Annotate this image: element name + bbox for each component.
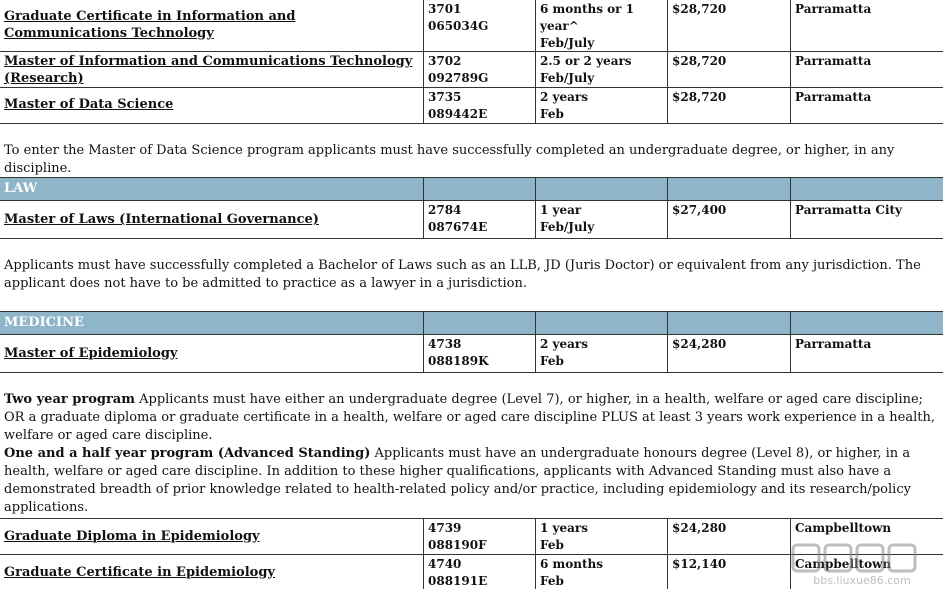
campus: Parramatta City (795, 203, 903, 217)
code-cell (424, 555, 536, 589)
course-code: 3702 (428, 54, 462, 68)
cricos-code: 088189K (428, 354, 489, 368)
watermark-logo (787, 543, 937, 587)
cricos-code: 089442E (428, 107, 488, 121)
code-cell (424, 52, 536, 87)
program-variant-label: Two year program (4, 392, 135, 407)
section-cell (424, 178, 536, 200)
section-label: LAW (4, 181, 38, 196)
intake-line: Feb/July (540, 220, 595, 234)
duration-line: 2 years (540, 90, 588, 104)
campus-cell (791, 335, 943, 372)
program-link[interactable]: Graduate Diploma in Epidemiology (4, 529, 260, 544)
duration-cell (536, 0, 668, 51)
section-cell (424, 312, 536, 334)
table-row (0, 52, 943, 88)
intake-line: Feb (540, 354, 564, 368)
campus: Parramatta (795, 337, 872, 351)
course-code: 3701 (428, 2, 462, 16)
fee: $28,720 (672, 2, 727, 16)
intake-line: Feb/July (540, 71, 595, 85)
course-code: 4738 (428, 337, 462, 351)
duration-line: 2.5 or 2 years (540, 54, 632, 68)
fee-cell (668, 201, 791, 238)
duration-cell (536, 201, 668, 238)
cricos-code: 088190F (428, 538, 487, 552)
section-cell (791, 178, 943, 200)
program-cell (0, 555, 424, 589)
program-link[interactable]: Graduate Certificate in Information and Communications Technology (4, 9, 296, 41)
campus: Parramatta (795, 2, 872, 16)
program-link[interactable]: Master of Laws (International Governance) (4, 212, 319, 227)
duration-cell (536, 88, 668, 123)
table-row (0, 0, 943, 52)
program-cell (0, 201, 424, 238)
code-cell (424, 88, 536, 123)
cricos-code: 087674E (428, 220, 488, 234)
course-code: 4739 (428, 521, 462, 535)
program-cell (0, 88, 424, 123)
fee-cell (668, 88, 791, 123)
section-label-cell (0, 178, 424, 200)
code-cell (424, 335, 536, 372)
section-cell (536, 312, 668, 334)
program-link[interactable]: Graduate Certificate in Epidemiology (4, 565, 275, 580)
fee: $27,400 (672, 203, 727, 217)
campus-cell (791, 201, 943, 238)
campus: Campbelltown (795, 557, 892, 571)
fee-cell (668, 335, 791, 372)
section-cell (668, 312, 791, 334)
section-cell (536, 178, 668, 200)
duration-line: year^ (540, 19, 579, 33)
watermark-text: bbs.liuxue86.com (813, 574, 911, 587)
code-cell (424, 201, 536, 238)
duration-cell (536, 519, 668, 554)
duration-line: 6 months (540, 557, 603, 571)
duration-cell (536, 52, 668, 87)
campus-cell (791, 52, 943, 87)
campus: Parramatta (795, 54, 872, 68)
course-code: 2784 (428, 203, 462, 217)
program-cell (0, 0, 424, 51)
cricos-code: 092789G (428, 71, 489, 85)
entry-requirements-note: Applicants must have successfully completed a Bachelor of Laws such as an LLB, JD (Juris Doctor) or equivalent from any jurisdiction. The applicant does not have to be admitted to practice as a lawyer in a jurisdiction. (4, 258, 921, 291)
two-year-paragraph (4, 391, 935, 445)
watermark-logo-icon (787, 543, 937, 587)
fee: $28,720 (672, 54, 727, 68)
intake-line: Feb/July (540, 36, 595, 50)
section-cell (791, 312, 943, 334)
fee-cell (668, 0, 791, 51)
section-header-law (0, 177, 943, 201)
program-variant-label: One and a half year program (Advanced Standing) (4, 446, 371, 461)
program-link[interactable]: Master of Data Science (4, 97, 174, 112)
section-header-medicine (0, 311, 943, 335)
fee: $24,280 (672, 521, 727, 535)
fee-cell (668, 519, 791, 554)
duration-line: 1 years (540, 521, 588, 535)
intake-line: Feb (540, 574, 564, 588)
duration-line: 6 months or 1 (540, 2, 635, 16)
campus: Parramatta (795, 90, 872, 104)
duration-line: 1 year (540, 203, 582, 217)
intake-line: Feb (540, 538, 564, 552)
fee-cell (668, 52, 791, 87)
duration-cell (536, 555, 668, 589)
entry-requirements-note: To enter the Master of Data Science program applicants must have successfully completed an undergraduate degree, or higher, in any discipline. (4, 143, 895, 176)
campus-cell (791, 0, 943, 51)
duration-line: 2 years (540, 337, 588, 351)
table-row (0, 201, 943, 239)
cricos-code: 065034G (428, 19, 489, 33)
campus-cell (791, 88, 943, 123)
fee: $24,280 (672, 337, 727, 351)
code-cell (424, 519, 536, 554)
entry-requirements-note (4, 391, 935, 517)
section-label: MEDICINE (4, 315, 84, 330)
table-row (0, 88, 943, 124)
intake-line: Feb (540, 107, 564, 121)
paragraph-text: Applicants must have an undergraduate honours degree (Level 8), or higher, in a health, welfare or aged care discipline. In addition to these higher qualifications, applicants with Advanced Standing must also have a demonstrated breadth of prior knowledge related to health-related policy and/or practice, including epidemiology and its research/policy applications. (4, 446, 911, 515)
program-cell (0, 335, 424, 372)
section-label-cell (0, 312, 424, 334)
fee: $12,140 (672, 557, 727, 571)
code-cell (424, 0, 536, 51)
paragraph-text: Applicants must have either an undergraduate degree (Level 7), or higher, in a health, welfare or aged care discipline; OR a graduate diploma or graduate certificate in a health, welfare or aged care discipline PLUS at least 3 years work experience in a health, welfare or aged care discipline. (4, 392, 935, 443)
course-code: 4740 (428, 557, 462, 571)
program-cell (0, 52, 424, 87)
fee-cell (668, 555, 791, 589)
duration-cell (536, 335, 668, 372)
program-link[interactable]: Master of Information and Communications Technology (Research) (4, 54, 413, 86)
program-link[interactable]: Master of Epidemiology (4, 346, 178, 361)
section-cell (668, 178, 791, 200)
advanced-standing-paragraph (4, 445, 935, 517)
fee: $28,720 (672, 90, 727, 104)
cricos-code: 088191E (428, 574, 488, 588)
program-cell (0, 519, 424, 554)
table-row (0, 335, 943, 373)
campus: Campbelltown (795, 521, 892, 535)
course-code: 3735 (428, 90, 462, 104)
